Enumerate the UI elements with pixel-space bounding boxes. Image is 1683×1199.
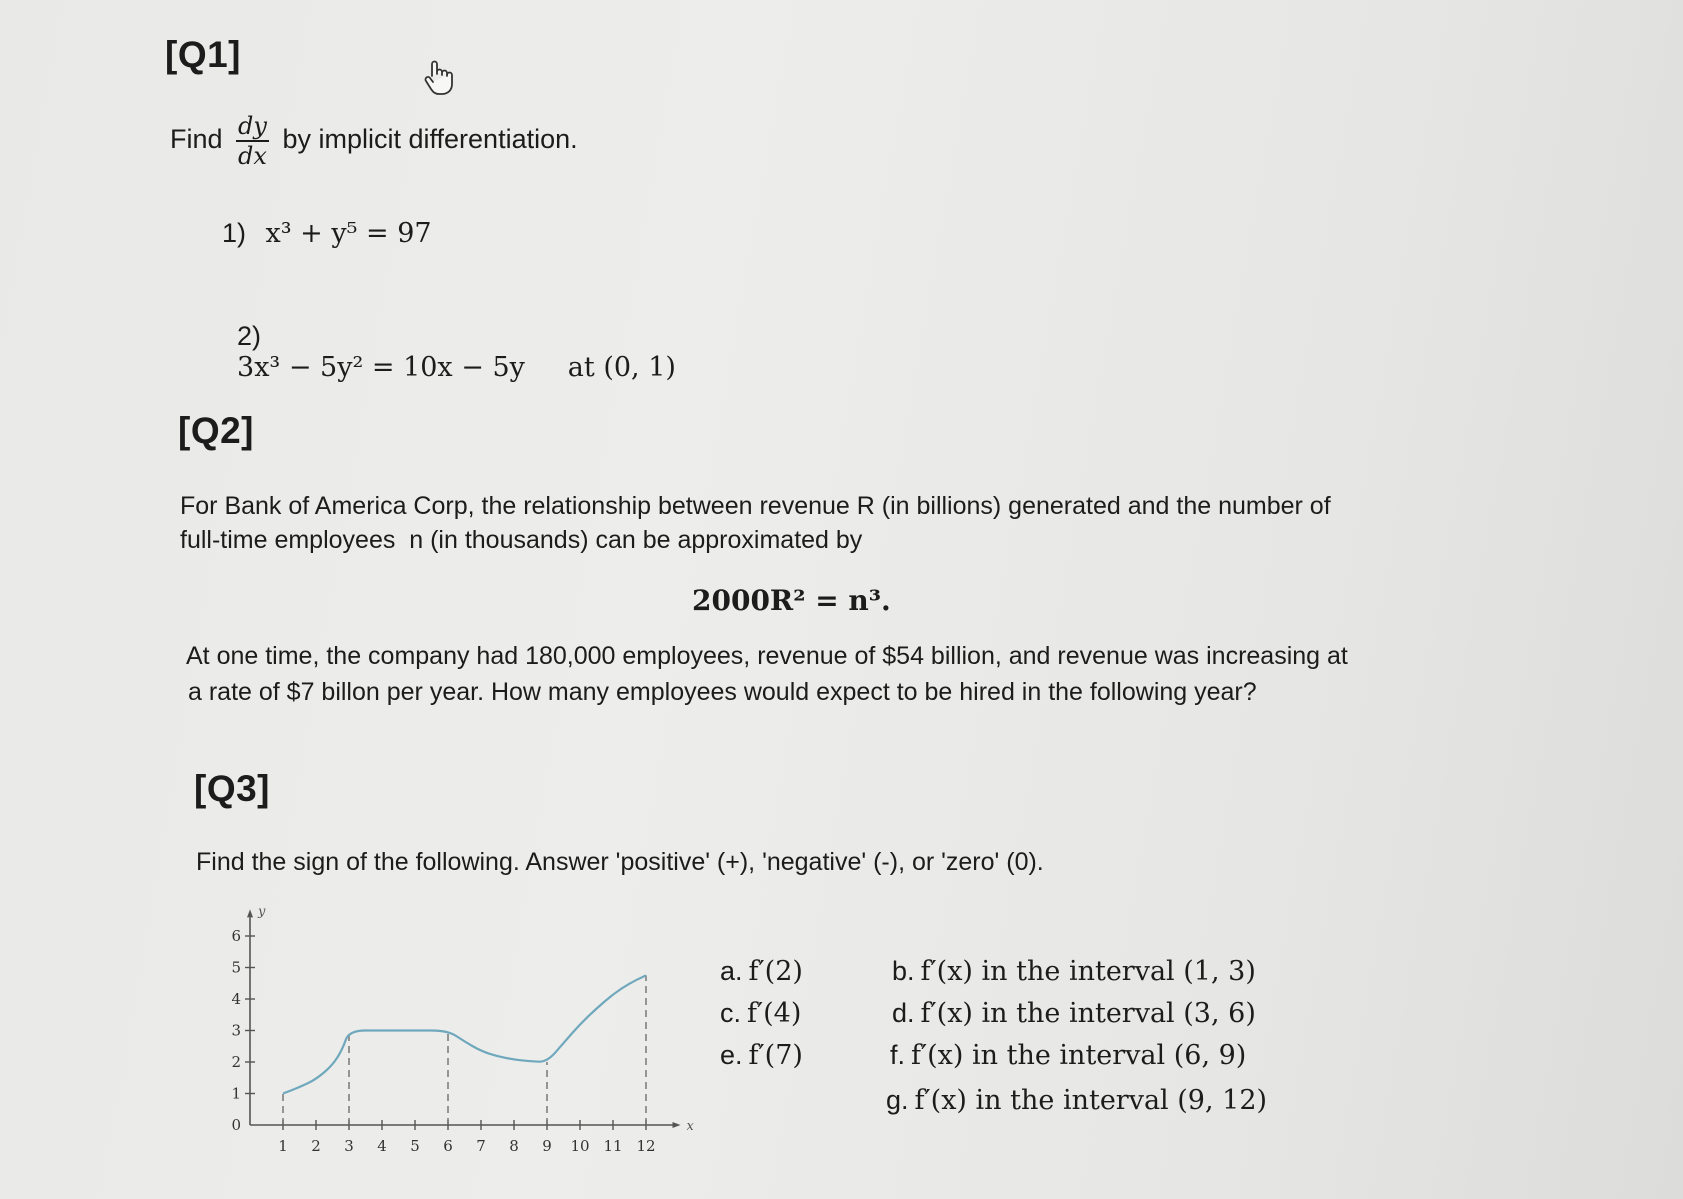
x-tick-label: 1 <box>278 1137 288 1155</box>
part-expression: f′(4) <box>747 998 802 1029</box>
y-tick-label: 1 <box>231 1084 241 1103</box>
x-tick-label: 10 <box>570 1137 590 1155</box>
q3-part-e <box>720 1040 803 1071</box>
part-label: a. <box>720 956 743 986</box>
item-expression: 3x³ − 5y² = 10x − 5y at (0, 1) <box>237 352 676 383</box>
q3-part-b <box>892 956 1256 987</box>
y-tick-label: 0 <box>231 1116 241 1134</box>
part-label: g. <box>886 1085 909 1115</box>
q1-item-2 <box>222 290 676 383</box>
q3-instruction: Find the sign of the following. Answer 'positive' (+), 'negative' (-), or 'zero' (0). <box>196 848 1044 876</box>
q1-instruction-find: Find <box>170 124 223 155</box>
y-axis-arrow <box>247 909 253 917</box>
part-expression: f′(x) in the interval (6, 9) <box>911 1040 1247 1071</box>
x-axis-arrow <box>673 1122 681 1128</box>
part-expression: f′(x) in the interval (1, 3) <box>920 956 1256 987</box>
part-label: f. <box>890 1040 906 1070</box>
q1-instruction <box>170 112 578 170</box>
x-axis-label: x <box>686 1119 694 1134</box>
q3-part-f <box>890 1040 1246 1071</box>
x-tick-label: 5 <box>410 1137 420 1155</box>
x-tick-label: 4 <box>377 1137 387 1155</box>
part-expression: f′(7) <box>748 1040 803 1071</box>
y-tick-label: 6 <box>231 927 241 945</box>
y-tick-label: 3 <box>231 1021 241 1040</box>
x-tick-label: 11 <box>603 1137 623 1155</box>
q3-part-a <box>720 956 803 987</box>
x-tick-label: 9 <box>542 1137 552 1155</box>
x-tick-label: 3 <box>344 1137 354 1155</box>
y-tick-label: 2 <box>231 1053 241 1071</box>
q2-paragraph-2-line-1: At one time, the company had 180,000 employees, revenue of $54 billion, and revenue was increasing at <box>186 642 1348 670</box>
y-axis-label: y <box>258 904 266 920</box>
part-label: e. <box>720 1040 743 1070</box>
item-expression: x³ + y⁵ = 97 <box>265 218 432 249</box>
fraction-denominator: dx <box>238 142 267 170</box>
q2-paragraph-2-line-2: a rate of $7 billon per year. How many employees would expect to be hired in the following year? <box>188 678 1257 706</box>
q2-paragraph-1-line-2: full-time employees n (in thousands) can be approximated by <box>180 526 863 554</box>
dy-dx-fraction <box>236 112 269 170</box>
item-label: 1) <box>222 218 247 248</box>
q3-heading: [Q3] <box>194 768 270 809</box>
function-graph <box>200 895 720 1155</box>
part-label: b. <box>892 956 915 986</box>
q2-paragraph-1-line-1: For Bank of America Corp, the relationship between revenue R (in billions) generated and the number of <box>180 492 1331 520</box>
y-tick-label: 5 <box>231 958 241 977</box>
q2-heading: [Q2] <box>178 410 254 451</box>
part-expression: f′(x) in the interval (3, 6) <box>920 998 1256 1029</box>
y-tick-label: 4 <box>231 990 241 1008</box>
fraction-numerator: dy <box>238 112 267 140</box>
x-tick-label: 8 <box>509 1137 519 1155</box>
part-label: d. <box>892 998 915 1028</box>
part-label: c. <box>720 998 742 1028</box>
q1-heading: [Q1] <box>165 34 241 75</box>
x-tick-label: 7 <box>476 1137 486 1155</box>
x-tick-label: 6 <box>443 1137 453 1155</box>
hand-cursor-icon <box>420 58 460 98</box>
q2-equation: 2000R² = n³. <box>692 584 891 617</box>
function-curve <box>283 975 646 1093</box>
q1-item-1 <box>222 218 432 249</box>
part-expression: f′(x) in the interval (9, 12) <box>914 1085 1268 1116</box>
q1-instruction-rest: by implicit differentiation. <box>282 124 578 155</box>
x-tick-label: 12 <box>636 1137 656 1155</box>
item-label: 2) <box>237 321 262 351</box>
q3-part-c <box>720 998 801 1029</box>
q3-part-g <box>886 1085 1267 1116</box>
part-expression: f′(2) <box>748 956 803 987</box>
q3-part-d <box>892 998 1256 1029</box>
x-tick-label: 2 <box>311 1137 321 1155</box>
